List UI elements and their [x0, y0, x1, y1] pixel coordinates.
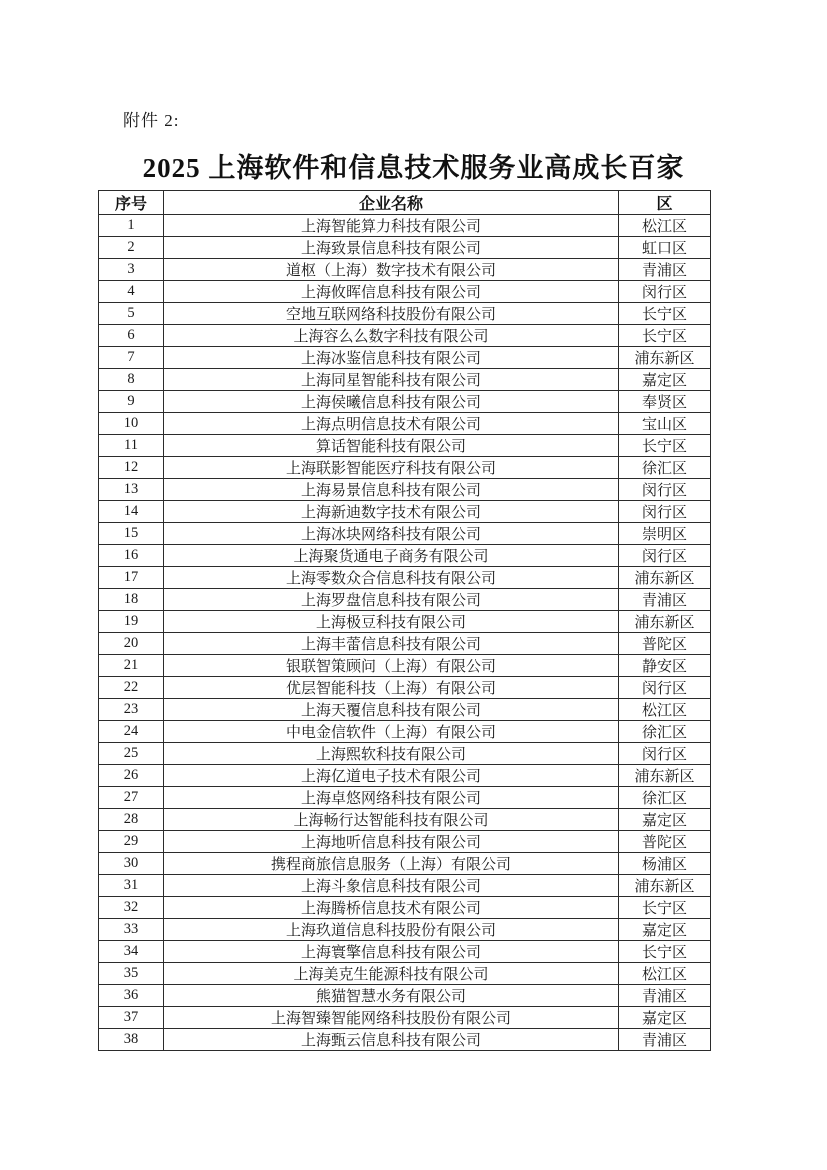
table-row — [99, 303, 711, 325]
table-header-row — [99, 191, 711, 215]
table-row — [99, 853, 711, 875]
table-cell-district: 青浦区 — [619, 589, 711, 611]
table-row — [99, 677, 711, 699]
table-cell-company: 上海智能算力科技有限公司 — [164, 215, 619, 237]
table-cell-district: 长宁区 — [619, 941, 711, 963]
table-cell-no: 6 — [99, 325, 164, 347]
table-cell-company: 算话智能科技有限公司 — [164, 435, 619, 457]
table-cell-company: 上海畅行达智能科技有限公司 — [164, 809, 619, 831]
table-cell-company: 上海美克生能源科技有限公司 — [164, 963, 619, 985]
table-cell-no: 38 — [99, 1029, 164, 1051]
table-cell-no: 20 — [99, 633, 164, 655]
table-cell-no: 9 — [99, 391, 164, 413]
table-row — [99, 281, 711, 303]
table-cell-no: 33 — [99, 919, 164, 941]
table-cell-district: 浦东新区 — [619, 347, 711, 369]
table-cell-company: 上海卓悠网络科技有限公司 — [164, 787, 619, 809]
table-row — [99, 985, 711, 1007]
table-cell-no: 26 — [99, 765, 164, 787]
table-row — [99, 523, 711, 545]
table-row — [99, 413, 711, 435]
table-cell-district: 长宁区 — [619, 897, 711, 919]
table-row — [99, 875, 711, 897]
table-row — [99, 611, 711, 633]
col-header-company: 企业名称 — [164, 191, 619, 215]
table-row — [99, 897, 711, 919]
table-cell-district: 浦东新区 — [619, 611, 711, 633]
table-cell-district: 松江区 — [619, 215, 711, 237]
table-cell-company: 上海天覆信息科技有限公司 — [164, 699, 619, 721]
table-cell-no: 27 — [99, 787, 164, 809]
table-cell-company: 上海极豆科技有限公司 — [164, 611, 619, 633]
table-cell-district: 嘉定区 — [619, 1007, 711, 1029]
table-cell-company: 熊猫智慧水务有限公司 — [164, 985, 619, 1007]
table-cell-no: 2 — [99, 237, 164, 259]
table-cell-company: 上海容么么数字科技有限公司 — [164, 325, 619, 347]
table-cell-company: 上海致景信息科技有限公司 — [164, 237, 619, 259]
table-row — [99, 501, 711, 523]
table-cell-no: 15 — [99, 523, 164, 545]
table-cell-district: 青浦区 — [619, 1029, 711, 1051]
table-row — [99, 567, 711, 589]
table-cell-no: 30 — [99, 853, 164, 875]
table-row — [99, 787, 711, 809]
table-cell-company: 上海侯曦信息科技有限公司 — [164, 391, 619, 413]
table-cell-district: 嘉定区 — [619, 809, 711, 831]
table-cell-no: 35 — [99, 963, 164, 985]
table-cell-no: 21 — [99, 655, 164, 677]
table-row — [99, 765, 711, 787]
table-cell-no: 11 — [99, 435, 164, 457]
table-cell-company: 上海地听信息科技有限公司 — [164, 831, 619, 853]
col-header-district: 区 — [619, 191, 711, 215]
table-cell-district: 青浦区 — [619, 259, 711, 281]
table-cell-district: 嘉定区 — [619, 919, 711, 941]
table-cell-no: 17 — [99, 567, 164, 589]
table-cell-company: 上海同星智能科技有限公司 — [164, 369, 619, 391]
table-cell-no: 3 — [99, 259, 164, 281]
table-row — [99, 215, 711, 237]
table-cell-district: 闵行区 — [619, 281, 711, 303]
table-cell-district: 浦东新区 — [619, 567, 711, 589]
table-cell-district: 浦东新区 — [619, 875, 711, 897]
table-cell-company: 上海联影智能医疗科技有限公司 — [164, 457, 619, 479]
table-row — [99, 369, 711, 391]
table-cell-district: 闵行区 — [619, 677, 711, 699]
table-row — [99, 831, 711, 853]
col-header-no: 序号 — [99, 191, 164, 215]
table-cell-no: 32 — [99, 897, 164, 919]
table-row — [99, 655, 711, 677]
table-cell-company: 上海罗盘信息科技有限公司 — [164, 589, 619, 611]
table-row — [99, 633, 711, 655]
table-cell-no: 16 — [99, 545, 164, 567]
table-row — [99, 457, 711, 479]
table-cell-company: 上海冰块网络科技有限公司 — [164, 523, 619, 545]
table-row — [99, 325, 711, 347]
table-cell-company: 上海玖道信息科技股份有限公司 — [164, 919, 619, 941]
table-cell-company: 上海亿道电子技术有限公司 — [164, 765, 619, 787]
table-cell-no: 31 — [99, 875, 164, 897]
table-cell-district: 普陀区 — [619, 633, 711, 655]
table-cell-no: 34 — [99, 941, 164, 963]
table-body — [99, 215, 711, 1051]
table-cell-district: 松江区 — [619, 963, 711, 985]
page-title: 2025 上海软件和信息技术服务业高成长百家 — [142, 153, 685, 183]
table-cell-company: 上海冰鉴信息科技有限公司 — [164, 347, 619, 369]
table-cell-company: 上海新迪数字技术有限公司 — [164, 501, 619, 523]
table-cell-district: 徐汇区 — [619, 457, 711, 479]
table-row — [99, 963, 711, 985]
table-row — [99, 809, 711, 831]
table-cell-no: 28 — [99, 809, 164, 831]
table-cell-company: 上海攸晖信息科技有限公司 — [164, 281, 619, 303]
table-cell-no: 13 — [99, 479, 164, 501]
table-row — [99, 589, 711, 611]
table-cell-company: 银联智策顾问（上海）有限公司 — [164, 655, 619, 677]
table-row — [99, 941, 711, 963]
table-row — [99, 259, 711, 281]
table-cell-no: 5 — [99, 303, 164, 325]
table-cell-district: 浦东新区 — [619, 765, 711, 787]
table-cell-no: 22 — [99, 677, 164, 699]
table-cell-no: 12 — [99, 457, 164, 479]
table-row — [99, 237, 711, 259]
table-row — [99, 435, 711, 457]
table-cell-no: 8 — [99, 369, 164, 391]
table-cell-district: 徐汇区 — [619, 721, 711, 743]
table-cell-district: 闵行区 — [619, 479, 711, 501]
table-cell-no: 18 — [99, 589, 164, 611]
table-cell-no: 14 — [99, 501, 164, 523]
table-row — [99, 919, 711, 941]
table-cell-district: 奉贤区 — [619, 391, 711, 413]
table-cell-no: 25 — [99, 743, 164, 765]
table-cell-no: 24 — [99, 721, 164, 743]
table-cell-company: 上海智臻智能网络科技股份有限公司 — [164, 1007, 619, 1029]
table-cell-company: 上海易景信息科技有限公司 — [164, 479, 619, 501]
table-cell-company: 优层智能科技（上海）有限公司 — [164, 677, 619, 699]
table-cell-company: 上海甄云信息科技有限公司 — [164, 1029, 619, 1051]
table-cell-district: 普陀区 — [619, 831, 711, 853]
table-cell-district: 崇明区 — [619, 523, 711, 545]
table-cell-district: 徐汇区 — [619, 787, 711, 809]
table-row — [99, 1007, 711, 1029]
table-cell-district: 长宁区 — [619, 325, 711, 347]
table-cell-district: 宝山区 — [619, 413, 711, 435]
table-row — [99, 721, 711, 743]
table-cell-district: 闵行区 — [619, 501, 711, 523]
table-row — [99, 743, 711, 765]
table-row — [99, 347, 711, 369]
table-cell-company: 上海斗象信息科技有限公司 — [164, 875, 619, 897]
table-cell-no: 36 — [99, 985, 164, 1007]
table-row — [99, 699, 711, 721]
table-cell-company: 携程商旅信息服务（上海）有限公司 — [164, 853, 619, 875]
table-cell-district: 青浦区 — [619, 985, 711, 1007]
table-cell-company: 上海丰蕾信息科技有限公司 — [164, 633, 619, 655]
table-cell-company: 道枢（上海）数字技术有限公司 — [164, 259, 619, 281]
table-cell-company: 中电金信软件（上海）有限公司 — [164, 721, 619, 743]
table-cell-company: 上海点明信息技术有限公司 — [164, 413, 619, 435]
table-cell-no: 23 — [99, 699, 164, 721]
table-cell-company: 上海零数众合信息科技有限公司 — [164, 567, 619, 589]
table-cell-no: 7 — [99, 347, 164, 369]
table-row — [99, 391, 711, 413]
company-table — [98, 190, 711, 1051]
table-cell-no: 29 — [99, 831, 164, 853]
table-cell-district: 静安区 — [619, 655, 711, 677]
table-cell-district: 虹口区 — [619, 237, 711, 259]
table-row — [99, 1029, 711, 1051]
table-cell-no: 1 — [99, 215, 164, 237]
table-cell-company: 上海熙软科技有限公司 — [164, 743, 619, 765]
table-cell-no: 19 — [99, 611, 164, 633]
table-cell-district: 闵行区 — [619, 743, 711, 765]
table-cell-company: 空地互联网络科技股份有限公司 — [164, 303, 619, 325]
table-cell-company: 上海腾桥信息技术有限公司 — [164, 897, 619, 919]
table-row — [99, 545, 711, 567]
table-cell-district: 闵行区 — [619, 545, 711, 567]
table-cell-company: 上海聚货通电子商务有限公司 — [164, 545, 619, 567]
table-cell-district: 长宁区 — [619, 435, 711, 457]
table-cell-district: 杨浦区 — [619, 853, 711, 875]
table-cell-no: 37 — [99, 1007, 164, 1029]
table-cell-district: 长宁区 — [619, 303, 711, 325]
table-cell-no: 4 — [99, 281, 164, 303]
table-cell-no: 10 — [99, 413, 164, 435]
table-cell-district: 松江区 — [619, 699, 711, 721]
table-row — [99, 479, 711, 501]
table-cell-company: 上海寰擎信息科技有限公司 — [164, 941, 619, 963]
attachment-label: 附件 2: — [123, 111, 180, 130]
table-cell-district: 嘉定区 — [619, 369, 711, 391]
